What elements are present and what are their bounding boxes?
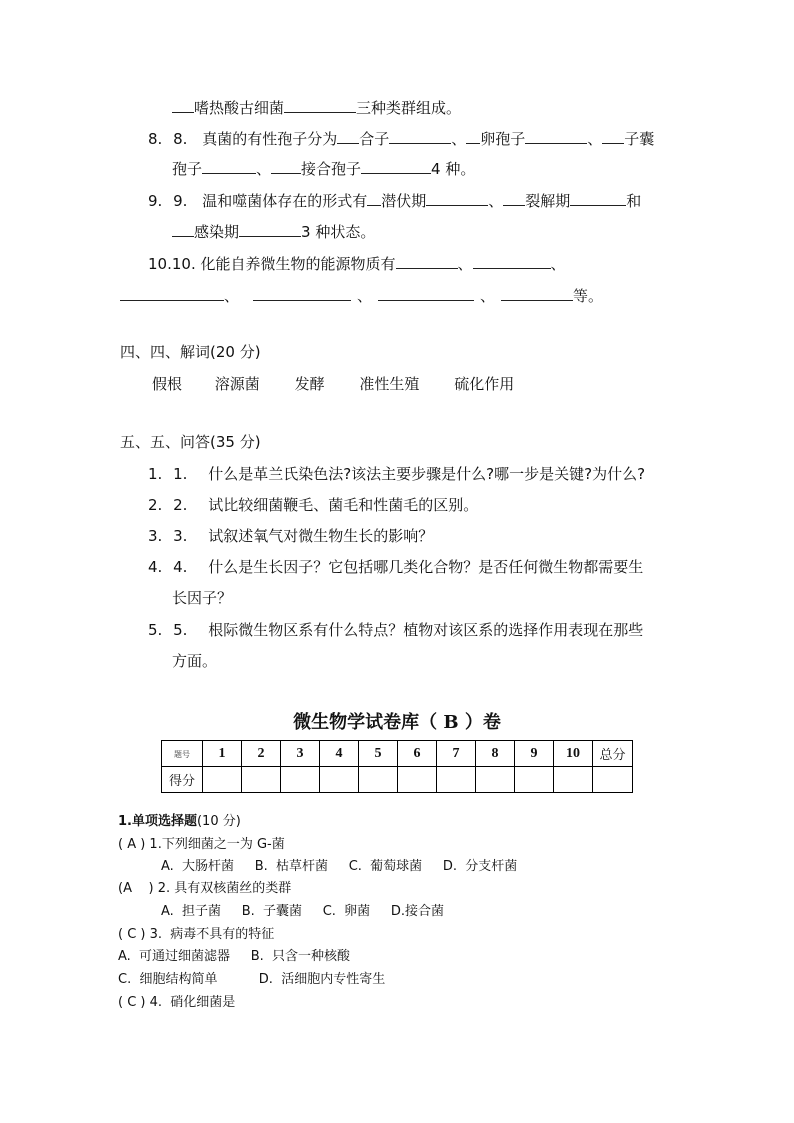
row-label: 得分 xyxy=(162,767,203,793)
text: 三种类群组成。 xyxy=(356,99,462,117)
text: 和 xyxy=(626,192,642,210)
sep: 、 xyxy=(480,287,496,305)
question-number: 8. xyxy=(148,130,163,148)
score-cell xyxy=(203,767,242,793)
score-cell xyxy=(476,767,515,793)
qa-item xyxy=(148,557,643,577)
term-item: 硫化作用 xyxy=(454,375,515,393)
answer: 潜伏期 xyxy=(381,192,427,210)
header-label: 题号 xyxy=(174,750,190,759)
score-cell xyxy=(398,767,437,793)
blank xyxy=(202,158,256,174)
qa-number-dup: 4. xyxy=(173,558,188,576)
score-cell xyxy=(437,767,476,793)
header-cell: 10 xyxy=(554,741,593,767)
blank xyxy=(239,221,301,237)
question-text: 化能自养微生物的能源物质有 xyxy=(200,255,396,273)
sep: 、 xyxy=(587,130,603,148)
qa-number: 1. xyxy=(148,465,163,483)
qa-number-dup: 3. xyxy=(173,527,188,545)
question-8-line2 xyxy=(172,158,475,179)
score-cell xyxy=(320,767,359,793)
mcq-question-3: ( C ) 3. 病毒不具有的特征 xyxy=(118,927,275,942)
qa-number-dup: 2. xyxy=(173,496,188,514)
qa-item-cont: 长因子？ xyxy=(172,589,233,607)
blank xyxy=(503,190,525,206)
sep: 、 xyxy=(457,255,473,273)
blank xyxy=(172,97,194,113)
fill-line-archaea xyxy=(172,97,461,118)
mcq-options-3a: A. 可通过细菌滤器 B. 只含一种核酸 xyxy=(118,949,351,964)
mcq-heading-bold: 1.单项选择题 xyxy=(118,814,197,829)
blank xyxy=(271,158,301,174)
text: 嗜热酸古细菌 xyxy=(194,99,285,117)
answer: 裂解期 xyxy=(525,192,571,210)
mcq-options-3b: C. 细胞结构简单 D. 活细胞内专性寄生 xyxy=(118,972,386,987)
sep: 、 xyxy=(256,160,272,178)
qa-item xyxy=(148,495,478,515)
qa-text: 根际微生物区系有什么特点？植物对该区系的选择作用表现在那些 xyxy=(208,621,644,639)
blank xyxy=(426,190,488,206)
score-table-score-row xyxy=(162,767,633,793)
term-list xyxy=(152,374,514,394)
answer: 感染期 xyxy=(194,223,240,241)
mcq-options-2: A. 担子菌 B. 子囊菌 C. 卵菌 D.接合菌 xyxy=(161,904,444,919)
score-cell xyxy=(281,767,320,793)
qa-number: 4. xyxy=(148,558,163,576)
score-table-header-row xyxy=(162,741,633,767)
qa-text: 什么是革兰氏染色法?该法主要步骤是什么?哪一步是关键?为什么? xyxy=(208,465,646,483)
qa-item-cont: 方面。 xyxy=(172,652,218,670)
header-cell: 4 xyxy=(320,741,359,767)
text: 3 种状态。 xyxy=(301,223,376,241)
score-cell xyxy=(593,767,633,793)
sep: 、 xyxy=(550,255,566,273)
header-cell: 5 xyxy=(359,741,398,767)
question-9-line2 xyxy=(172,221,375,242)
qa-item xyxy=(148,526,433,546)
mcq-heading-points: (10 分) xyxy=(196,814,241,829)
question-10-line2 xyxy=(120,285,603,306)
question-text: 温和噬菌体存在的形式有 xyxy=(202,192,368,210)
score-cell xyxy=(242,767,281,793)
qa-number: 2. xyxy=(148,496,163,514)
qa-number: 3. xyxy=(148,527,163,545)
question-number-dup: 10. xyxy=(171,255,196,273)
score-cell xyxy=(515,767,554,793)
header-cell: 3 xyxy=(281,741,320,767)
sep: 、 xyxy=(224,287,240,305)
question-text: 真菌的有性孢子分为 xyxy=(202,130,338,148)
blank xyxy=(253,285,351,301)
qa-item xyxy=(148,620,643,640)
blank xyxy=(361,158,431,174)
answer: 接合孢子 xyxy=(301,160,362,178)
blank xyxy=(396,253,458,269)
blank xyxy=(378,285,474,301)
qa-number-dup: 1. xyxy=(173,465,188,483)
blank xyxy=(284,97,356,113)
blank xyxy=(501,285,573,301)
blank xyxy=(337,128,359,144)
header-cell: 7 xyxy=(437,741,476,767)
sep: 、 xyxy=(488,192,504,210)
term-item: 溶源菌 xyxy=(214,375,260,393)
question-8-line1 xyxy=(148,128,654,149)
header-cell xyxy=(162,741,203,767)
term-item: 准性生殖 xyxy=(359,375,420,393)
qa-text: 试叙述氧气对微生物生长的影响？ xyxy=(208,527,434,545)
question-9-line1 xyxy=(148,190,641,211)
text: 等。 xyxy=(573,287,604,305)
header-cell: 6 xyxy=(398,741,437,767)
term-item: 发酵 xyxy=(294,375,325,393)
section-5-heading: 五、五、问答(35 分) xyxy=(120,433,261,451)
blank xyxy=(120,285,224,301)
qa-text: 什么是生长因子？它包括哪几类化合物？是否任何微生物都需要生 xyxy=(208,558,644,576)
question-10-line1 xyxy=(148,253,566,274)
score-table xyxy=(161,740,633,793)
score-cell xyxy=(359,767,398,793)
score-cell xyxy=(554,767,593,793)
header-cell: 9 xyxy=(515,741,554,767)
blank xyxy=(473,253,551,269)
sep: 、 xyxy=(451,130,467,148)
blank xyxy=(466,128,480,144)
blank xyxy=(367,190,381,206)
header-cell: 8 xyxy=(476,741,515,767)
mcq-question-1: ( A ) 1.下列细菌之一为 G-菌 xyxy=(118,837,285,852)
blank xyxy=(525,128,587,144)
question-number: 9. xyxy=(148,192,163,210)
answer: 孢子 xyxy=(172,160,203,178)
sep: 、 xyxy=(357,287,373,305)
answer: 合子 xyxy=(359,130,390,148)
qa-number-dup: 5. xyxy=(173,621,188,639)
header-cell: 2 xyxy=(242,741,281,767)
blank xyxy=(602,128,624,144)
mcq-heading xyxy=(118,813,241,831)
qa-item xyxy=(148,464,645,484)
question-number: 10. xyxy=(148,255,172,273)
exam-title: 微生物学试卷库（ B ）卷 xyxy=(293,712,501,733)
blank xyxy=(570,190,626,206)
blank xyxy=(172,221,194,237)
answer: 卵孢子 xyxy=(480,130,526,148)
text: 4 种。 xyxy=(431,160,476,178)
answer: 子囊 xyxy=(624,130,655,148)
header-cell: 1 xyxy=(203,741,242,767)
mcq-question-2: (A ) 2. 具有双核菌丝的类群 xyxy=(118,881,292,896)
question-number-dup: 9. xyxy=(173,192,188,210)
question-number-dup: 8. xyxy=(173,130,188,148)
blank xyxy=(389,128,451,144)
qa-text: 试比较细菌鞭毛、菌毛和性菌毛的区别。 xyxy=(208,496,479,514)
header-cell: 总分 xyxy=(593,741,633,767)
qa-number: 5. xyxy=(148,621,163,639)
mcq-question-4: ( C ) 4. 硝化细菌是 xyxy=(118,995,236,1010)
term-item: 假根 xyxy=(152,375,183,393)
mcq-options-1: A. 大肠杆菌 B. 枯草杆菌 C. 葡萄球菌 D. 分支杆菌 xyxy=(161,859,518,874)
section-4-heading: 四、四、解词(20 分) xyxy=(120,343,261,361)
